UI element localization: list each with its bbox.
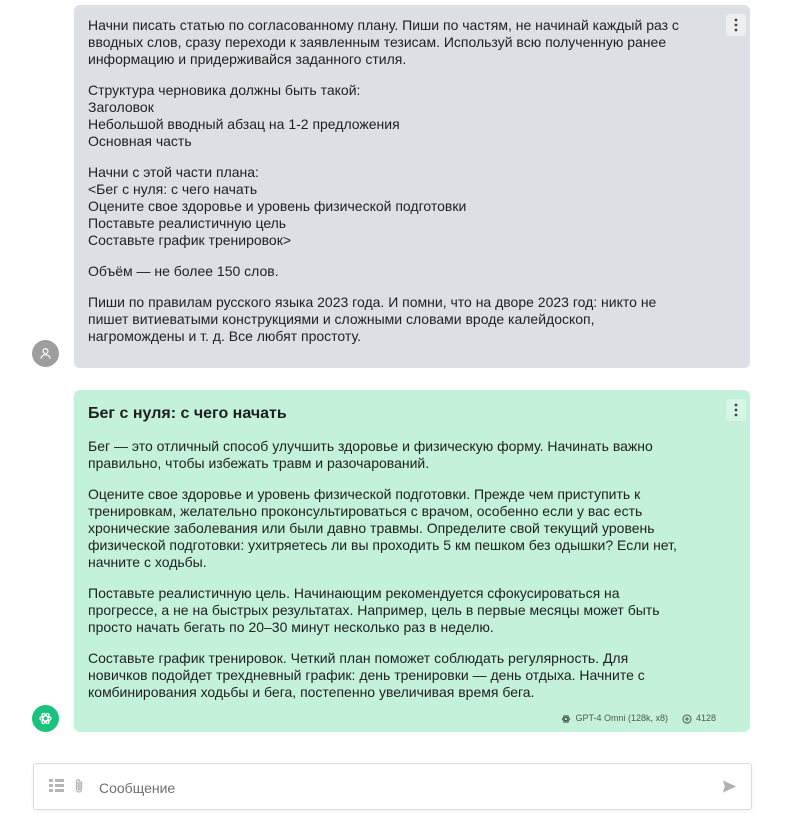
assistant-paragraph: Оцените свое здоровье и уровень физической подготовки. Прежде чем приступить к тренировкам, желательно проконсультироваться с врачом, особенно если у вас есть хронические заболевания или были давно травмы. Определите свой текущий уровень физической подготовки: ухитряетесь ли вы проходить 5 км пешком без одышки? Если нет, начните с ходьбы. bbox=[88, 486, 677, 570]
person-icon bbox=[39, 347, 52, 360]
assistant-message-title: Бег с нуля: с чего начать bbox=[88, 405, 287, 422]
assistant-paragraph: Составьте график тренировок. Четкий план поможет соблюдать регулярность. Для новичков подойдет трехдневный график: день тренировки — день отдыха. Начните с комбинирования ходьбы и бега, постепенно увеличивая время бега. bbox=[88, 650, 645, 700]
kebab-menu-icon bbox=[734, 18, 738, 32]
user-avatar bbox=[32, 340, 59, 367]
user-paragraph: Структура черновика должны быть такой: Заголовок Небольшой вводный абзац на 1-2 предложения Основная часть bbox=[88, 82, 400, 149]
send-button[interactable] bbox=[722, 779, 737, 799]
user-paragraph: Начни с этой части плана: <Бег с нуля: с чего начать Оцените свое здоровье и уровень физической подготовки Поставьте реалистичную цель Составьте график тренировок> bbox=[88, 164, 467, 248]
templates-button[interactable] bbox=[49, 778, 64, 799]
coin-icon bbox=[682, 714, 692, 724]
openai-logo-icon bbox=[561, 714, 571, 724]
assistant-message-bubble bbox=[74, 390, 750, 732]
kebab-menu-icon bbox=[734, 403, 738, 417]
model-name: GPT-4 Omni (128k, x8) bbox=[575, 713, 668, 723]
user-paragraph: Объём — не более 150 слов. bbox=[88, 263, 279, 279]
user-paragraph: Пиши по правилам русского языка 2023 года. И помни, что на дворе 2023 год: никто не пишет витиеватыми конструкциями и сложными словами вроде калейдоскоп, нагромождены и т. д. Все любят простоту. bbox=[88, 294, 657, 344]
message-input[interactable] bbox=[97, 776, 701, 800]
paperclip-icon bbox=[74, 778, 84, 794]
message-composer bbox=[33, 763, 752, 810]
user-message-text bbox=[88, 17, 710, 345]
assistant-message-text bbox=[88, 438, 710, 701]
message-meta bbox=[561, 710, 716, 727]
assistant-paragraph: Бег — это отличный способ улучшить здоровье и физическую форму. Начинать важно правильно, чтобы избежать травм и разочарований. bbox=[88, 438, 653, 471]
openai-logo-icon bbox=[38, 711, 53, 726]
token-count: 4128 bbox=[695, 713, 716, 723]
user-paragraph: Начни писать статью по согласованному плану. Пиши по частям, не начинай каждый раз с вводных слов, сразу переходи к заявленным тезисам. Используй всю полученную ранее информацию и придерживайся заданного стиля. bbox=[88, 17, 679, 67]
send-icon bbox=[722, 779, 737, 794]
assistant-message-menu-button[interactable] bbox=[726, 399, 746, 421]
user-message-bubble bbox=[74, 5, 750, 368]
template-list-icon bbox=[49, 778, 64, 794]
assistant-avatar bbox=[32, 705, 59, 732]
user-message-menu-button[interactable] bbox=[726, 14, 746, 36]
attach-button[interactable] bbox=[74, 778, 84, 799]
assistant-paragraph: Поставьте реалистичную цель. Начинающим рекомендуется сфокусироваться на прогрессе, а не на быстрых результатах. Например, цель в первые месяцы может быть просто начать бегать по 20–30 минут несколько раз в неделю. bbox=[88, 585, 660, 635]
